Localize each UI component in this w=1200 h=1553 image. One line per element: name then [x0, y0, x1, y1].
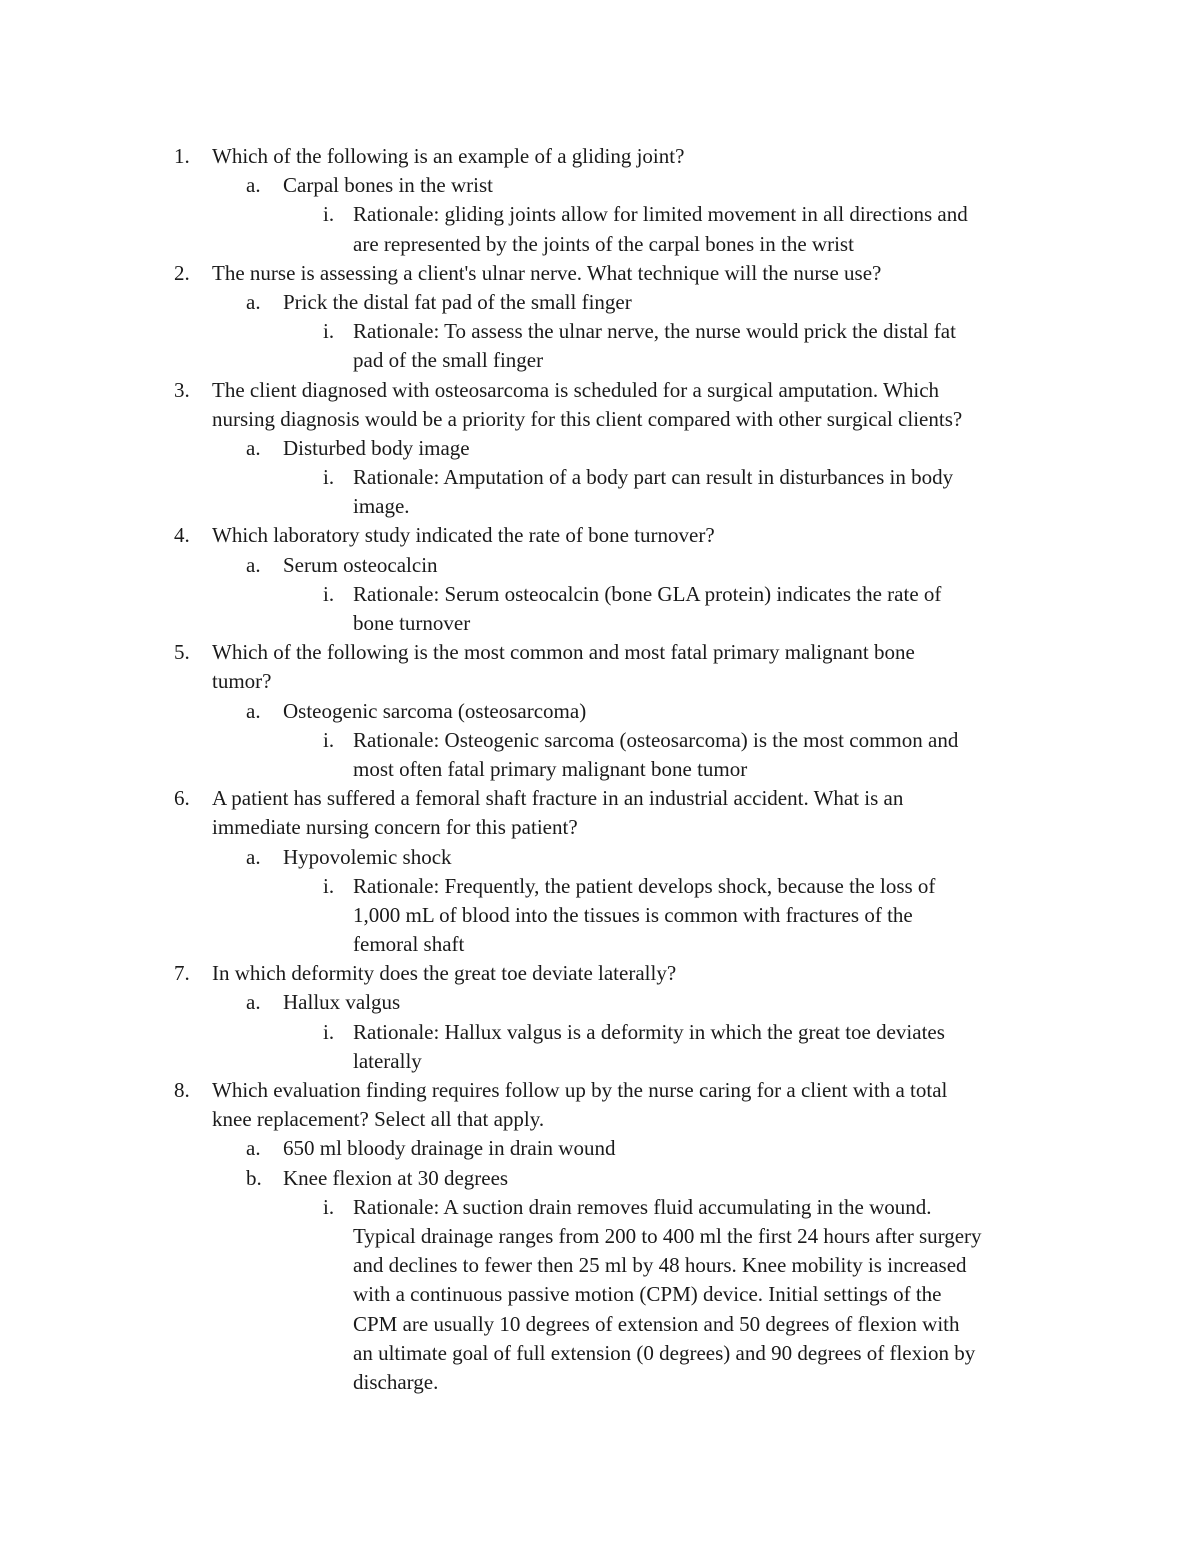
rationale-line-marker: i. — [323, 202, 335, 227]
question-line-marker: 6. — [174, 786, 190, 811]
answer-line-marker: a. — [246, 844, 261, 869]
rationale-line — [0, 1251, 1200, 1280]
rationale-line-text: Rationale: Frequently, the patient develops shock, because the loss of — [353, 873, 936, 898]
question-line-text: nursing diagnosis would be a priority for this client compared with other surgical clients? — [212, 406, 963, 431]
document-page — [0, 142, 1200, 1397]
question-line — [0, 784, 1200, 813]
rationale-line-marker: i. — [323, 873, 335, 898]
rationale-line-text: discharge. — [353, 1369, 439, 1394]
answer-line-marker: a. — [246, 1136, 261, 1161]
question-line — [0, 959, 1200, 988]
answer-line-marker: b. — [246, 1165, 262, 1190]
rationale-line — [0, 1222, 1200, 1251]
rationale-line — [0, 901, 1200, 930]
answer-line-marker: a. — [246, 552, 261, 577]
answer-line — [0, 697, 1200, 726]
question-line — [0, 521, 1200, 550]
question-line-text: tumor? — [212, 669, 272, 694]
rationale-line-text: 1,000 mL of blood into the tissues is common with fractures of the — [353, 902, 913, 927]
answer-line-text: Hallux valgus — [283, 990, 401, 1015]
answer-line — [0, 1164, 1200, 1193]
answer-line-text: Serum osteocalcin — [283, 552, 438, 577]
question-line-text: immediate nursing concern for this patient? — [212, 815, 578, 840]
answer-line — [0, 843, 1200, 872]
rationale-line-text: with a continuous passive motion (CPM) device. Initial settings of the — [353, 1282, 942, 1307]
rationale-line — [0, 609, 1200, 638]
answer-line-text: Carpal bones in the wrist — [283, 173, 493, 198]
question-line — [0, 667, 1200, 696]
answer-line-text: Osteogenic sarcoma (osteosarcoma) — [283, 698, 587, 723]
question-line-marker: 8. — [174, 1078, 190, 1102]
rationale-line — [0, 1047, 1200, 1076]
question-line — [0, 259, 1200, 288]
rationale-line-text: image. — [353, 494, 410, 519]
rationale-line-text: and declines to fewer then 25 ml by 48 hours. Knee mobility is increased — [353, 1253, 967, 1278]
rationale-line-text: Rationale: Osteogenic sarcoma (osteosarcoma) is the most common and — [353, 727, 959, 752]
rationale-line — [0, 872, 1200, 901]
question-line-marker: 4. — [174, 523, 190, 548]
answer-line-text: 650 ml bloody drainage in drain wound — [283, 1136, 616, 1161]
rationale-line — [0, 930, 1200, 959]
rationale-line — [0, 1339, 1200, 1368]
rationale-line-marker: i. — [323, 581, 335, 606]
rationale-line-text: Rationale: To assess the ulnar nerve, the nurse would prick the distal fat — [353, 319, 956, 344]
rationale-line — [0, 1368, 1200, 1397]
answer-line-marker: a. — [246, 698, 261, 723]
answer-line — [0, 1134, 1200, 1163]
question-line-text: The client diagnosed with osteosarcoma is scheduled for a surgical amputation. Which — [212, 377, 940, 402]
rationale-line — [0, 317, 1200, 346]
question-line-marker: 5. — [174, 640, 190, 665]
rationale-line-text: Rationale: Serum osteocalcin (bone GLA protein) indicates the rate of — [353, 581, 942, 606]
answer-line-text: Disturbed body image — [283, 435, 470, 460]
answer-line-marker: a. — [246, 173, 261, 198]
question-line-text: Which evaluation finding requires follow up by the nurse caring for a client with a total — [212, 1078, 948, 1102]
question-line-text: A patient has suffered a femoral shaft fracture in an industrial accident. What is an — [212, 786, 904, 811]
answer-line — [0, 171, 1200, 200]
rationale-line-marker: i. — [323, 465, 335, 490]
rationale-line — [0, 726, 1200, 755]
rationale-line-text: laterally — [353, 1048, 422, 1073]
rationale-line — [0, 755, 1200, 784]
question-line — [0, 405, 1200, 434]
question-line — [0, 1105, 1200, 1134]
rationale-line-text: Rationale: gliding joints allow for limited movement in all directions and — [353, 202, 968, 227]
rationale-line — [0, 580, 1200, 609]
rationale-line-text: Rationale: A suction drain removes fluid accumulating in the wound. — [353, 1194, 932, 1219]
rationale-line — [0, 200, 1200, 229]
rationale-line — [0, 1018, 1200, 1047]
question-line-text: knee replacement? Select all that apply. — [212, 1107, 545, 1132]
question-line — [0, 376, 1200, 405]
rationale-line-text: Rationale: Hallux valgus is a deformity in which the great toe deviates — [353, 1019, 945, 1044]
answer-line-marker: a. — [246, 990, 261, 1015]
rationale-line — [0, 230, 1200, 259]
answer-line — [0, 288, 1200, 317]
answer-line-text: Knee flexion at 30 degrees — [283, 1165, 509, 1190]
answer-line — [0, 434, 1200, 463]
rationale-line-text: Rationale: Amputation of a body part can result in disturbances in body — [353, 465, 954, 490]
rationale-line-marker: i. — [323, 1019, 335, 1044]
question-line-text: Which laboratory study indicated the rate of bone turnover? — [212, 523, 715, 548]
answer-line-text: Hypovolemic shock — [283, 844, 452, 869]
rationale-line-text: most often fatal primary malignant bone tumor — [353, 756, 748, 781]
rationale-line — [0, 1193, 1200, 1222]
question-line — [0, 142, 1200, 171]
answer-line — [0, 988, 1200, 1017]
rationale-line-text: are represented by the joints of the carpal bones in the wrist — [353, 231, 854, 256]
rationale-line-text: bone turnover — [353, 611, 471, 635]
rationale-line — [0, 492, 1200, 521]
rationale-line-text: femoral shaft — [353, 932, 465, 957]
question-line-text: The nurse is assessing a client's ulnar nerve. What technique will the nurse use? — [212, 260, 882, 285]
answer-line-marker: a. — [246, 435, 261, 460]
rationale-line-marker: i. — [323, 727, 335, 752]
answer-line-marker: a. — [246, 289, 261, 314]
question-line — [0, 1076, 1200, 1105]
question-line-text: Which of the following is an example of a gliding joint? — [212, 144, 685, 168]
question-line-marker: 2. — [174, 260, 190, 285]
rationale-line — [0, 463, 1200, 492]
rationale-line — [0, 1280, 1200, 1309]
question-line-text: Which of the following is the most common and most fatal primary malignant bone — [212, 640, 915, 665]
question-line — [0, 638, 1200, 667]
rationale-line-marker: i. — [323, 1194, 335, 1219]
rationale-line — [0, 346, 1200, 375]
question-line — [0, 813, 1200, 842]
question-line-marker: 1. — [174, 144, 190, 168]
answer-line-text: Prick the distal fat pad of the small finger — [283, 289, 632, 314]
rationale-line-text: Typical drainage ranges from 200 to 400 ml the first 24 hours after surgery — [353, 1223, 982, 1248]
rationale-line-marker: i. — [323, 319, 335, 344]
rationale-line-text: an ultimate goal of full extension (0 degrees) and 90 degrees of flexion by — [353, 1340, 976, 1365]
rationale-line — [0, 1310, 1200, 1339]
question-line-text: In which deformity does the great toe deviate laterally? — [212, 961, 677, 986]
question-line-marker: 3. — [174, 377, 190, 402]
rationale-line-text: CPM are usually 10 degrees of extension and 50 degrees of flexion with — [353, 1311, 960, 1336]
answer-line — [0, 551, 1200, 580]
rationale-line-text: pad of the small finger — [353, 348, 544, 373]
question-line-marker: 7. — [174, 961, 190, 986]
